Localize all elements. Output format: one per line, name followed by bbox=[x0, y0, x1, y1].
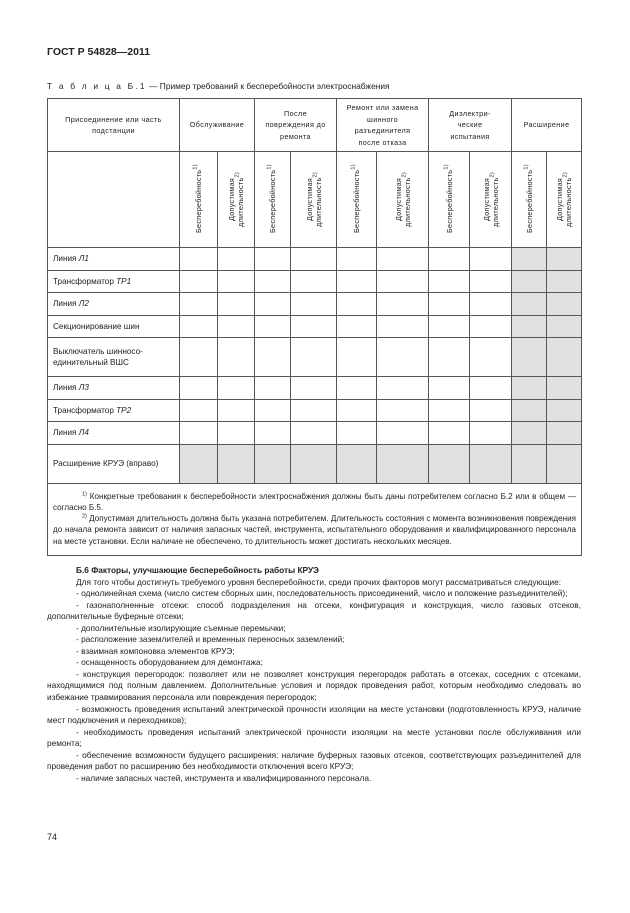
table-notes bbox=[48, 483, 582, 555]
head-connection: Присоединение или часть подстанции bbox=[48, 99, 180, 152]
table-row bbox=[48, 377, 582, 400]
list-item: - газонаполненные отсеки: способ подразделения на отсеки, конфигурация и конструкция, число газовых отсеков, дополнительные буферные отсеки; bbox=[47, 599, 581, 622]
row-label: Линия Л1 bbox=[48, 248, 180, 271]
list-item: - расположение заземлителей и временных переносных заземлений; bbox=[76, 634, 345, 645]
row-label: Линия Л3 bbox=[48, 377, 180, 400]
subhead-continuity: Бесперебойность$^{1)}$ bbox=[337, 152, 377, 248]
list-item: - дополнительные изолирующие съемные перемычки; bbox=[76, 622, 286, 633]
list-item: - однолинейная схема (число систем сборных шин, последовательность присоединений, число и положение разъединителей); bbox=[76, 588, 568, 599]
list-item: - взаимная компоновка элементов КРУЭ; bbox=[76, 645, 235, 656]
section-title: Б.6 Факторы, улучшающие бесперебойность работы КРУЭ bbox=[76, 565, 319, 575]
subhead-duration: Допустимая длительность$^{2)}$ bbox=[377, 152, 429, 248]
table-row bbox=[48, 422, 582, 445]
head-group-extension: Расширение bbox=[512, 99, 582, 152]
head-group-after-fault: После повреждения до ремонта bbox=[255, 99, 337, 152]
document-header: ГОСТ Р 54828—2011 bbox=[47, 46, 151, 58]
table-caption-title: Пример требований к бесперебойности электроснабжения bbox=[159, 81, 390, 91]
subhead-duration: Допустимая длительность$^{2)}$ bbox=[470, 152, 512, 248]
subhead-continuity: Бесперебойность$^{1)}$ bbox=[429, 152, 470, 248]
table-row bbox=[48, 248, 582, 271]
section-b6 bbox=[47, 565, 581, 784]
footnote-2: $^{2)}$ Допустимая длительность должна быть указана потребителем. Длительность состояния с момента возникновения повреждения до начала ремонта зависит от наличия запасных частей, инструмента, испытательного оборудования и квалифицированного персонала на месте установки. Если наличие не обеспечено, то длительность может достигать нескольких месяцев. bbox=[53, 513, 577, 546]
table-row bbox=[48, 293, 582, 316]
subhead-continuity: Бесперебойность$^{1)}$ bbox=[255, 152, 291, 248]
requirements-table bbox=[47, 98, 582, 556]
row-label: Линия Л4 bbox=[48, 422, 180, 445]
table-caption-label: Т а б л и ц а Б.1 bbox=[47, 81, 147, 91]
table-row bbox=[48, 315, 582, 338]
row-label: Секционирование шин bbox=[48, 315, 180, 338]
head-group-dielectric: Диэлектри-ческие испытания bbox=[429, 99, 512, 152]
row-label: Трансформатор ТР1 bbox=[48, 270, 180, 293]
row-label: Линия Л2 bbox=[48, 293, 180, 316]
subhead-continuity: Бесперебойность$^{1)}$ bbox=[512, 152, 547, 248]
subhead-continuity: Бесперебойность$^{1)}$ bbox=[180, 152, 218, 248]
table-row bbox=[48, 444, 582, 483]
paragraph: Для того чтобы достигнуть требуемого уровня бесперебойности, среди прочих факторов могут рассматриваться следующие: bbox=[76, 576, 562, 587]
row-label: Трансформатор ТР2 bbox=[48, 399, 180, 422]
list-item: - наличие запасных частей, инструмента и квалифицированного персонала. bbox=[76, 772, 372, 783]
list-item: - обеспечение возможности будущего расширения: наличие буферных газовых отсеков, соответствующих разъединителей для проведения работ по расширению без необходимости отключения всего КРУЭ; bbox=[47, 749, 581, 772]
head-group-service: Обслуживание bbox=[180, 99, 255, 152]
table-caption bbox=[47, 81, 390, 91]
head-group-repair: Ремонт или замена шинного разъединителя после отказа bbox=[337, 99, 429, 152]
table-caption-dash: — bbox=[146, 81, 160, 91]
row-label: Выключатель шинносо-единительный ВШС bbox=[48, 338, 180, 377]
head-blank bbox=[48, 152, 180, 248]
list-item: - возможность проведения испытаний электрической прочности изоляции на месте установки (подготовленность КРУЭ, наличие мест подключения и переходников); bbox=[47, 703, 581, 726]
list-item: - оснащенность оборудованием для демонтажа; bbox=[76, 657, 263, 668]
row-label: Расширение КРУЭ (вправо) bbox=[48, 444, 180, 483]
footnote-1: $^{1)}$ Конкретные требования к бесперебойности электроснабжения должны быть даны потребителем согласно Б.2 или в общем — согласно Б.5. bbox=[53, 490, 577, 512]
subhead-duration: Допустимая длительность$^{2)}$ bbox=[218, 152, 255, 248]
table-row bbox=[48, 338, 582, 377]
table-row bbox=[48, 270, 582, 293]
subhead-duration: Допустимая длительность$^{2)}$ bbox=[547, 152, 582, 248]
list-item: - необходимость проведения испытаний электрической прочности изоляции на месте установки после обслуживания или ремонта; bbox=[47, 726, 581, 749]
table-row bbox=[48, 399, 582, 422]
subhead-duration: Допустимая длительность$^{2)}$ bbox=[291, 152, 337, 248]
page-number: 74 bbox=[47, 832, 58, 842]
list-item: - конструкция перегородок: позволяет или не позволяет конструкция перегородок работать в отсеках, соседних с отсеками, находящимися под полным давлением. Дополнительные условия и порядок проведения работ, которым необходимо следовать во избежание травмирования персонала или повреждения перегородок; bbox=[47, 668, 581, 703]
